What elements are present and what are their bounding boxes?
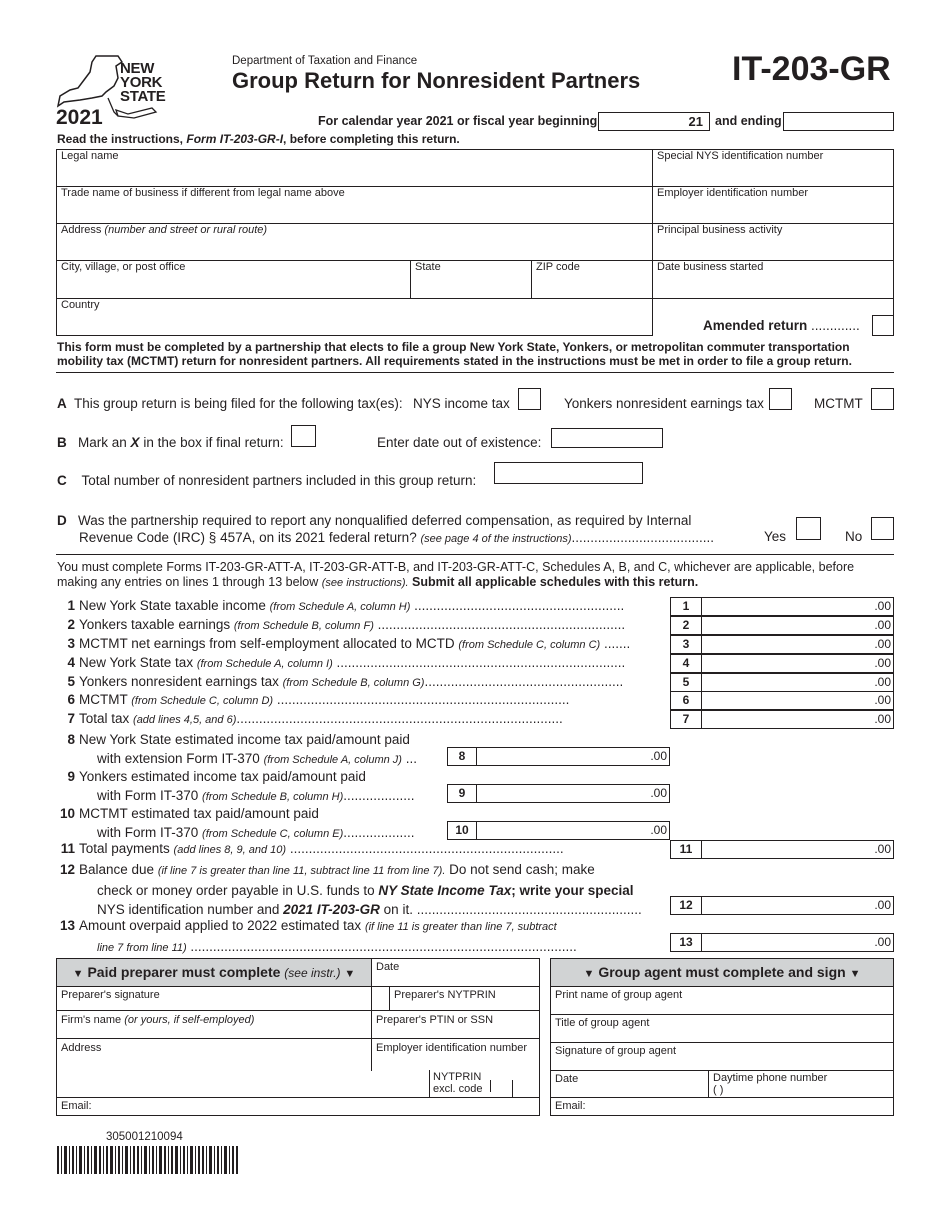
line-9-number-box: 9 [447, 784, 477, 803]
agent-email-field[interactable]: Email: [555, 1100, 586, 1112]
barcode-icon [57, 1146, 239, 1174]
question-a: A This group return is being filed for the following tax(es): [57, 396, 403, 411]
agent-title-field[interactable]: Title of group agent [555, 1017, 650, 1029]
line-6-amount[interactable]: .00 [701, 691, 894, 710]
line-8-number-box: 8 [447, 747, 477, 766]
line-8-amount[interactable]: .00 [476, 747, 670, 766]
amended-return-label: Amended return ............. [703, 318, 860, 333]
line-1-amount[interactable]: .00 [701, 597, 894, 616]
group-agent-header: ▼ Group agent must complete and sign ▼ [551, 959, 893, 986]
intro-notice: This form must be completed by a partnership that elects to file a group New York State, Yonkers, or metropolitan commuter transportation mobility tax (MCTMT) return for nonresident partners. All requirements stated in the instructions must be met in order to file a group return. [57, 340, 852, 368]
form-number: IT-203-GR [732, 50, 891, 88]
preparer-signature-field[interactable]: Preparer's signature [61, 989, 160, 1001]
line-12-amount[interactable]: .00 [701, 896, 894, 915]
line-9-amount[interactable]: .00 [476, 784, 670, 803]
deferred-comp-no-label: No [845, 529, 863, 544]
agent-date-field[interactable]: Date [555, 1073, 579, 1085]
line-1: 1 New York State taxable income (from Schedule A, column H) ........................................................ [67, 598, 625, 613]
schedules-note: You must complete Forms IT-203-GR-ATT-A, IT-203-GR-ATT-B, and IT-203-GR-ATT-C, Schedules A, B, and C, whichever are applicable, before making any entries on lines 1 through 13 below (see instructions). Submit all applicable schedules with this return. [57, 560, 855, 589]
arrow-down-icon: ▼ [849, 968, 861, 980]
arrow-down-icon: ▼ [72, 968, 84, 980]
date-out-of-existence-label: Enter date out of existence: [377, 435, 542, 450]
line-9: 9 Yonkers estimated income tax paid/amount paid with Form IT-370 (from Schedule B, column H)................... [67, 769, 415, 803]
and-ending-label: and ending [715, 114, 782, 128]
date-out-of-existence-input[interactable] [551, 428, 663, 448]
principal-activity-field[interactable]: Principal business activity [657, 224, 783, 236]
nytprin-excl-code-label: NYTPRIN excl. code [433, 1071, 483, 1095]
line-5: 5 Yonkers nonresident earnings tax (from Schedule B, column G)..................................................... [67, 674, 624, 689]
line-10-number-box: 10 [447, 821, 477, 840]
barcode-number: 305001210094 [106, 1131, 183, 1143]
yonkers-tax-label: Yonkers nonresident earnings tax [564, 396, 764, 411]
preparer-nytprin-field[interactable]: Preparer's NYTPRIN [394, 989, 496, 1001]
arrow-down-icon: ▼ [344, 968, 356, 980]
nytprin-excl-code-input[interactable] [491, 1080, 512, 1097]
firm-name-field[interactable]: Firm's name (or yours, if self-employed) [61, 1014, 255, 1026]
special-nys-id-field[interactable]: Special NYS identification number [657, 150, 824, 162]
agent-phone-field[interactable]: Daytime phone number ( ) [713, 1072, 828, 1096]
question-c: C Total number of nonresident partners included in this group return: [57, 473, 477, 488]
line-13: 13 Amount overpaid applied to 2022 estimated tax (if line 11 is greater than line 7, subtract line 7 from line 11) ....................................................................................................... [59, 918, 577, 954]
line-7-amount[interactable]: .00 [701, 710, 894, 729]
date-started-field[interactable]: Date business started [657, 261, 764, 273]
year-suffix: 21 [688, 114, 703, 129]
deferred-comp-yes-checkbox[interactable] [796, 517, 821, 540]
yonkers-tax-checkbox[interactable] [769, 388, 792, 410]
line-6-number-box: 6 [670, 691, 702, 710]
fiscal-year-end-input[interactable] [783, 112, 894, 131]
address-field[interactable]: Address (number and street or rural route) [61, 224, 268, 236]
mctmt-checkbox[interactable] [871, 388, 894, 410]
line-11: 11 Total payments (add lines 8, 9, and 10) ......................................................................... [60, 841, 564, 856]
line-7: 7 Total tax (add lines 4,5, and 6)....................................................................................... [67, 711, 563, 726]
line-4: 4 New York State tax (from Schedule A, column I) ............................................................................. [67, 655, 626, 670]
agent-print-name-field[interactable]: Print name of group agent [555, 989, 683, 1001]
preparer-date-field[interactable]: Date [376, 961, 400, 973]
department-name: Department of Taxation and Finance [232, 55, 418, 67]
partner-count-input[interactable] [494, 462, 643, 484]
deferred-comp-yes-label: Yes [764, 529, 787, 544]
read-instructions: Read the instructions, Form IT-203-GR-I, before completing this return. [57, 132, 460, 146]
preparer-email-field[interactable]: Email: [61, 1100, 92, 1112]
line-11-amount[interactable]: .00 [701, 840, 894, 859]
question-d: D Was the partnership required to report any nonqualified deferred compensation, as required by Internal Revenue Code (IRC) § 457A, on its 2021 federal return? (see page 4 of the instructions)...................................... [57, 513, 715, 545]
line-10-amount[interactable]: .00 [476, 821, 670, 840]
line-4-amount[interactable]: .00 [701, 654, 894, 673]
nys-income-tax-checkbox[interactable] [518, 388, 541, 410]
line-7-number-box: 7 [670, 710, 702, 729]
line-10: 10 MCTMT estimated tax paid/amount paid with Form IT-370 (from Schedule C, column E)................... [59, 806, 415, 840]
line-3: 3 MCTMT net earnings from self-employment allocated to MCTD (from Schedule C, column C) ....... [67, 636, 631, 651]
country-field[interactable]: Country [61, 299, 100, 311]
mctmt-label: MCTMT [814, 396, 863, 411]
legal-name-field[interactable]: Legal name [61, 150, 119, 162]
form-title: Group Return for Nonresident Partners [232, 68, 641, 93]
preparer-address-field[interactable]: Address [61, 1042, 102, 1054]
paid-preparer-header: ▼ Paid preparer must complete (see instr.) ▼ [57, 959, 371, 986]
preparer-ein-field[interactable]: Employer identification number [376, 1042, 528, 1054]
nys-income-tax-label: NYS income tax [413, 396, 510, 411]
agent-signature-field[interactable]: Signature of group agent [555, 1045, 677, 1057]
line-4-number-box: 4 [670, 654, 702, 673]
line-8: 8 New York State estimated income tax paid/amount paid with extension Form IT-370 (from Schedule A, column J) ... [67, 732, 417, 766]
line-13-amount[interactable]: .00 [701, 933, 894, 952]
line-12-number-box: 12 [670, 896, 702, 915]
line-13-number-box: 13 [670, 933, 702, 952]
zip-field[interactable]: ZIP code [536, 261, 580, 273]
preparer-ptin-field[interactable]: Preparer's PTIN or SSN [376, 1014, 494, 1026]
arrow-down-icon: ▼ [583, 968, 595, 980]
city-field[interactable]: City, village, or post office [61, 261, 186, 273]
state-field[interactable]: State [415, 261, 441, 273]
line-11-number-box: 11 [670, 840, 702, 859]
deferred-comp-no-checkbox[interactable] [871, 517, 894, 540]
ein-field[interactable]: Employer identification number [657, 187, 809, 199]
trade-name-field[interactable]: Trade name of business if different from legal name above [61, 187, 345, 199]
line-12: 12 Balance due (if line 7 is greater than line 11, subtract line 11 from line 7). Do not send cash; make check or money order payable in U.S. funds to NY State Income Tax; write your special NYS identification number and 2021 IT-203-GR on it. ............................................................ [59, 862, 642, 917]
logo-text: NEW YORK STATE [120, 60, 166, 105]
tax-year: 2021 [56, 106, 103, 129]
line-5-amount[interactable]: .00 [701, 673, 894, 692]
question-b: B Mark an X in the box if final return: [57, 435, 284, 450]
line-5-number-box: 5 [670, 673, 702, 692]
fiscal-year-begin-input[interactable] [598, 112, 710, 131]
amended-return-checkbox[interactable] [872, 315, 894, 336]
line-3-number-box: 3 [670, 635, 702, 654]
line-2-number-box: 2 [670, 616, 702, 635]
line-3-amount[interactable]: .00 [701, 635, 894, 654]
line-2: 2 Yonkers taxable earnings (from Schedule B, column F) .................................................................. [67, 617, 626, 632]
line-6: 6 MCTMT (from Schedule C, column D) .............................................................................. [67, 692, 570, 707]
line-2-amount[interactable]: .00 [701, 616, 894, 635]
line-1-number-box: 1 [670, 597, 702, 616]
calendar-year-label: For calendar year 2021 or fiscal year beginning [318, 114, 598, 128]
final-return-checkbox[interactable] [291, 425, 316, 447]
